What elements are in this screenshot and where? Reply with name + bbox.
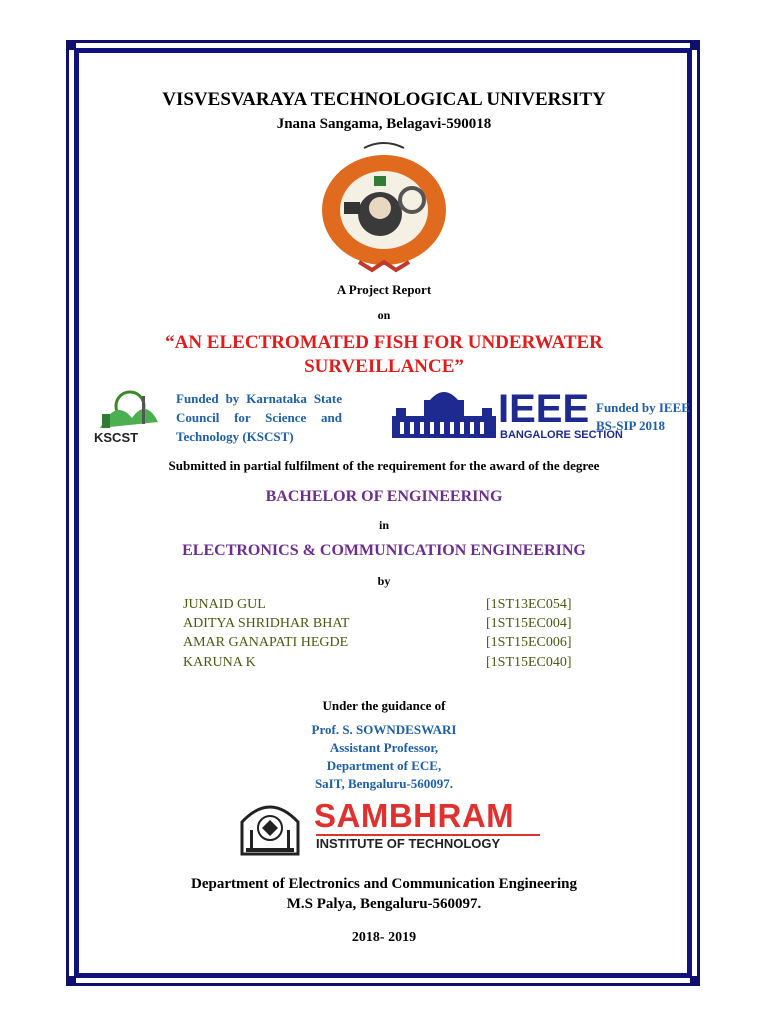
ieee-building-icon — [390, 386, 623, 442]
project-title-line1: “AN ELECTROMATED FISH FOR UNDERWATER — [165, 332, 603, 353]
guide-designation: Assistant Professor, — [329, 740, 439, 755]
students-by: by — [377, 574, 391, 588]
academic-year: 2018- 2019 — [351, 930, 417, 945]
student-name: AMAR GANAPATI HEGDE — [183, 635, 349, 650]
student-usn: [1ST13EC054] — [486, 597, 572, 612]
guide-name: Prof. S. SOWNDESWARI — [311, 722, 457, 737]
degree-in: in — [378, 518, 389, 532]
sambhram-logo-subtitle: INSTITUTE OF TECHNOLOGY — [316, 836, 501, 851]
student-name: KARUNA K — [183, 655, 256, 670]
sambhram-emblem-icon — [236, 798, 304, 860]
kscst-logo-icon — [86, 388, 166, 446]
student-usn: [1ST15EC040] — [486, 655, 572, 670]
border-corner — [66, 40, 76, 50]
ieee-funding-line1: Funded by IEEE — [596, 400, 690, 415]
report-label: A Project Report — [336, 282, 432, 297]
student-name: JUNAID GUL — [183, 597, 266, 612]
guidance-heading: Under the guidance of — [322, 698, 446, 713]
project-title-line2: SURVEILLANCE” — [304, 356, 464, 377]
department-name: Department of Electronics and Communication Engineering — [191, 876, 577, 892]
ieee-funding-text — [596, 399, 706, 435]
ieee-logo-text: IEEE — [498, 387, 590, 431]
submission-statement: Submitted in partial fulfilment of the requirement for the award of the degree — [168, 458, 600, 473]
border-corner — [66, 976, 76, 986]
report-on: on — [377, 308, 391, 322]
border-corner — [690, 40, 700, 50]
ieee-funding-line2: BS-SIP 2018 — [596, 418, 665, 433]
sambhram-logo-text: SAMBHRAM — [314, 797, 515, 834]
ieee-logo-subtitle: BANGALORE SECTION — [500, 429, 623, 441]
degree-branch: ELECTRONICS & COMMUNICATION ENGINEERING — [182, 542, 586, 559]
kscst-logo-text: KSCST — [94, 430, 139, 445]
university-address: Jnana Sangama, Belagavi-590018 — [276, 116, 492, 132]
guide-college: SaIT, Bengaluru-560097. — [314, 776, 454, 791]
student-name: ADITYA SHRIDHAR BHAT — [183, 616, 350, 631]
kscst-funding-text: Funded by Karnataka State Council for Science and Technology (KSCST) — [176, 391, 342, 444]
student-usn: [1ST15EC004] — [486, 616, 572, 631]
university-name: VISVESVARAYA TECHNOLOGICAL UNIVERSITY — [162, 89, 606, 110]
border-corner — [690, 976, 700, 986]
student-usn: [1ST15EC006] — [486, 635, 572, 650]
guide-department: Department of ECE, — [326, 758, 442, 773]
department-address: M.S Palya, Bengaluru-560097. — [286, 896, 482, 912]
degree-name: BACHELOR OF ENGINEERING — [265, 488, 503, 505]
vtu-emblem-icon — [314, 138, 454, 278]
